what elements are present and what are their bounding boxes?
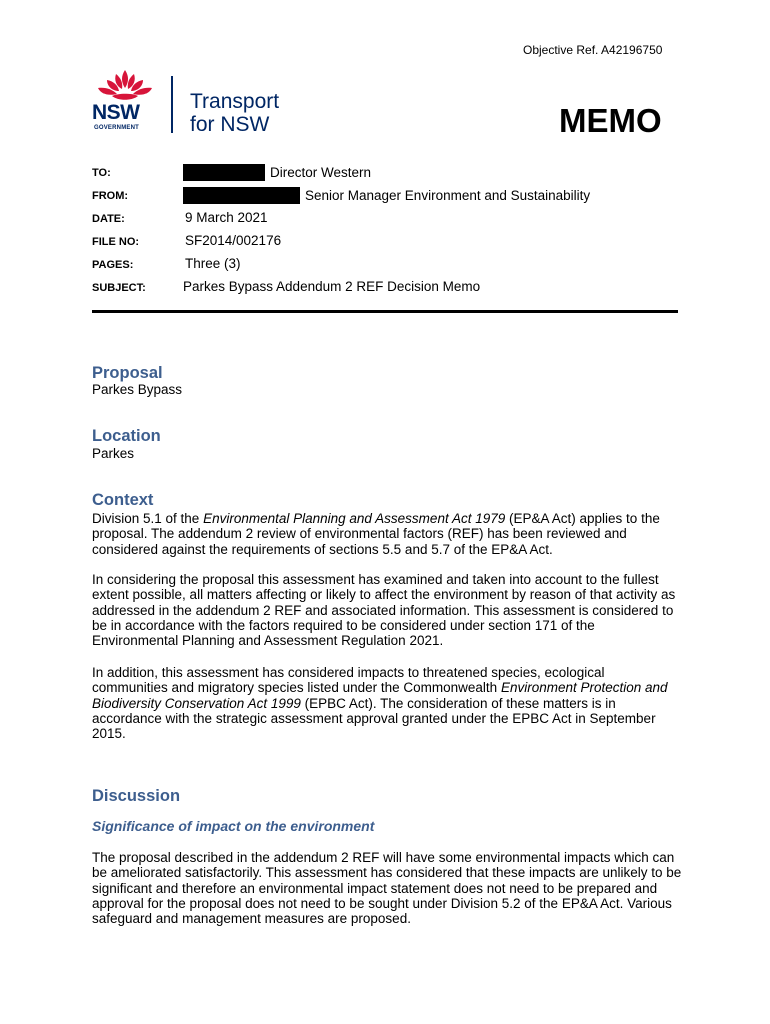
context-paragraph-1 — [92, 511, 682, 557]
subject-value: Parkes Bypass Addendum 2 REF Decision Memo — [183, 279, 481, 294]
location-heading: Location — [92, 427, 161, 445]
proposal-text: Parkes Bypass — [92, 382, 183, 397]
subject-label: SUBJECT: — [92, 282, 146, 294]
context-p3-post: (EPBC Act). The consideration of these matters is in accordance with the strategic assessment approval granted under the EPBC Act in September 2015. — [92, 695, 656, 742]
context-p1-act: Environmental Planning and Assessment Act 1979 — [203, 511, 506, 526]
context-paragraph-3 — [92, 665, 682, 741]
from-label: FROM: — [92, 190, 129, 202]
date-value: 9 March 2021 — [185, 210, 268, 225]
context-p1-post: (EP&A Act) applies to the proposal. The addendum 2 review of environmental factors (REF) has been reviewed and considered against the requirements of sections 5.5 and 5.7 of the EP&A Act. — [92, 511, 660, 557]
header-divider — [92, 310, 678, 313]
context-paragraph-2 — [92, 572, 682, 648]
context-p3-act: Environment Protection and Biodiversity Conservation Act 1999 — [92, 680, 668, 711]
discussion-p1-text: The proposal described in the addendum 2 REF will have some environmental impacts which can be ameliorated satisfactorily. This assessment has considered that these impacts are unlikely to be significant and therefore an environmental impact statement does not need to be prepared and approval for the proposal does not need to be sought under Division 5.2 of the EP&A Act. Various safeguard and management measures are proposed. — [92, 850, 682, 927]
context-heading: Context — [92, 491, 154, 509]
pages-value: Three (3) — [185, 256, 241, 271]
waratah-icon — [90, 68, 160, 104]
from-value: Senior Manager Environment and Sustainability — [305, 188, 591, 203]
from-redaction — [183, 187, 300, 204]
objective-ref: Objective Ref. A42196750 — [523, 43, 663, 57]
date-label: DATE: — [92, 213, 125, 225]
file-no-value: SF2014/002176 — [185, 233, 282, 248]
location-text: Parkes — [92, 446, 135, 461]
to-value: Director Western — [270, 165, 372, 180]
discussion-paragraph-1 — [92, 850, 682, 926]
to-redaction — [183, 164, 265, 181]
proposal-heading: Proposal — [92, 364, 163, 382]
logo-transport-line2: for NSW — [190, 113, 270, 136]
file-no-label: FILE NO: — [92, 236, 140, 248]
logo-transport-line1: Transport — [190, 90, 280, 113]
logo-divider — [171, 76, 173, 133]
transport-for-nsw-logotype — [190, 90, 279, 136]
memo-title: MEMO — [559, 102, 662, 139]
logo-government-text: GOVERNMENT — [94, 125, 140, 131]
context-p1-pre: Division 5.1 of the — [92, 511, 204, 526]
logo-nsw-text: NSW — [92, 101, 140, 124]
discussion-heading: Discussion — [92, 787, 181, 805]
pages-label: PAGES: — [92, 259, 134, 271]
context-p2-text: In considering the proposal this assessment has examined and taken into account to the fullest extent possible, all matters affecting or likely to affect the environment by reason of that activity as addressed in the addendum 2 REF and associated information. This assessment is considered to be in accordance with the factors required to be considered under section 171 of the Environmental Planning and Assessment Regulation 2021. — [92, 572, 676, 649]
to-label: TO: — [92, 167, 111, 179]
context-p3-pre: In addition, this assessment has considered impacts to threatened species, ecological communities and migratory species listed under the Commonwealth — [92, 665, 605, 696]
significance-subheading: Significance of impact on the environment — [92, 818, 375, 834]
